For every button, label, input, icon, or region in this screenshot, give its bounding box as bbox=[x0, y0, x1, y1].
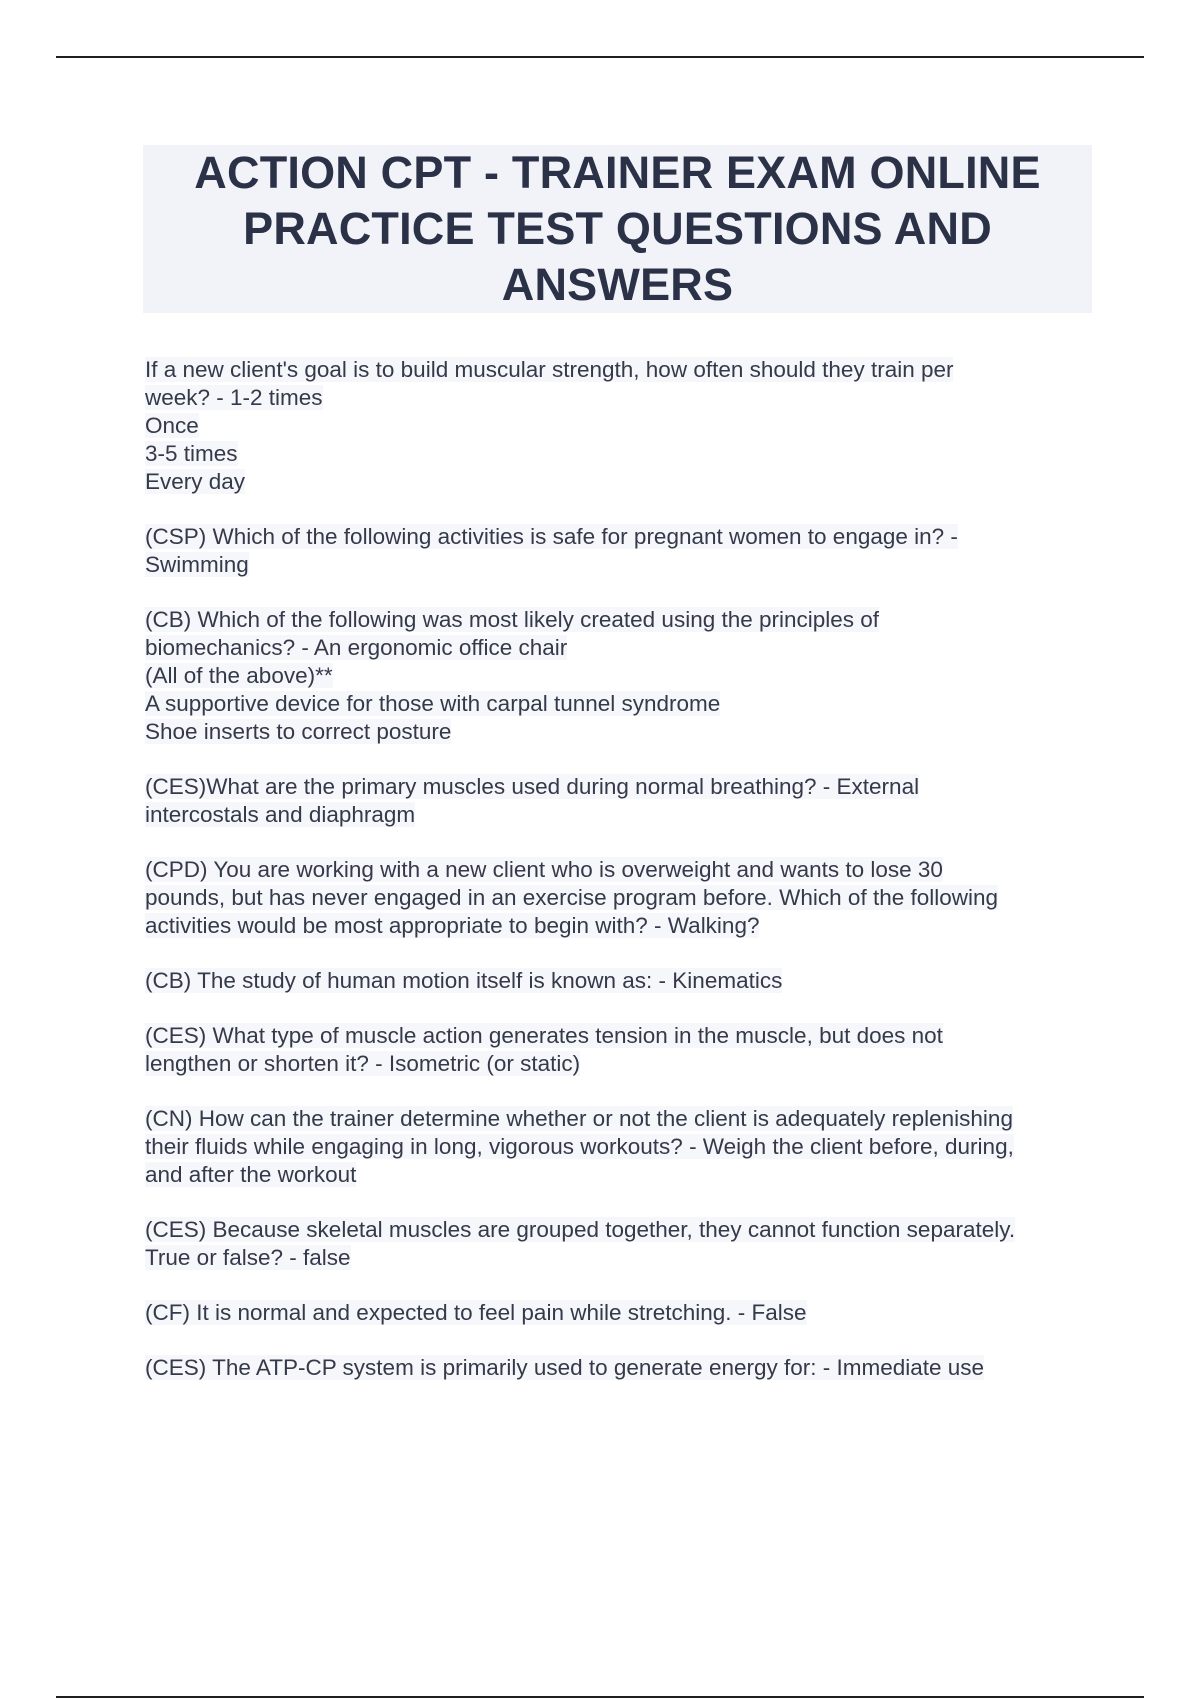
qa-line-text: Every day bbox=[145, 469, 246, 494]
qa-line bbox=[145, 1299, 1095, 1327]
qa-item bbox=[145, 1105, 1095, 1189]
qa-line-text: (CPD) You are working with a new client who is overweight and wants to lose 30 bbox=[145, 857, 943, 882]
qa-line bbox=[145, 356, 1095, 384]
qa-line-text: activities would be most appropriate to begin with? - Walking? bbox=[145, 913, 760, 938]
qa-item bbox=[145, 1216, 1095, 1272]
qa-line bbox=[145, 1244, 1095, 1272]
qa-line-text: True or false? - false bbox=[145, 1245, 351, 1270]
qa-line-text: (CSP) Which of the following activities is safe for pregnant women to engage in? - bbox=[145, 524, 958, 549]
qa-line-text: week? - 1-2 times bbox=[145, 385, 323, 410]
qa-line-text: and after the workout bbox=[145, 1162, 357, 1187]
qa-line bbox=[145, 384, 1095, 412]
qa-item bbox=[145, 606, 1095, 746]
qa-line bbox=[145, 634, 1095, 662]
qa-item bbox=[145, 1299, 1095, 1327]
qa-line bbox=[145, 718, 1095, 746]
qa-line-text: (CF) It is normal and expected to feel pain while stretching. - False bbox=[145, 1300, 807, 1325]
qa-line bbox=[145, 412, 1095, 440]
qa-line bbox=[145, 1022, 1095, 1050]
qa-line-text: A supportive device for those with carpal tunnel syndrome bbox=[145, 691, 721, 716]
qa-line-text: (CES)What are the primary muscles used during normal breathing? - External bbox=[145, 774, 920, 799]
qa-line bbox=[145, 912, 1095, 940]
qa-line-text: pounds, but has never engaged in an exercise program before. Which of the following bbox=[145, 885, 999, 910]
qa-line-text: Swimming bbox=[145, 552, 249, 577]
qa-line bbox=[145, 551, 1095, 579]
qa-line-text: intercostals and diaphragm bbox=[145, 802, 416, 827]
qa-line bbox=[145, 773, 1095, 801]
qa-line bbox=[145, 1216, 1095, 1244]
qa-line bbox=[145, 801, 1095, 829]
qa-line bbox=[145, 1105, 1095, 1133]
qa-line-text: their fluids while engaging in long, vigorous workouts? - Weigh the client before, during, bbox=[145, 1134, 1014, 1159]
qa-item bbox=[145, 1022, 1095, 1078]
qa-item bbox=[145, 1354, 1095, 1382]
qa-line-text: (All of the above)** bbox=[145, 663, 333, 688]
qa-line bbox=[145, 856, 1095, 884]
question-answer-list bbox=[145, 356, 1095, 1409]
qa-line-text: (CES) The ATP-CP system is primarily used to generate energy for: - Immediate use bbox=[145, 1355, 985, 1380]
qa-item bbox=[145, 967, 1095, 995]
qa-line bbox=[145, 1354, 1095, 1382]
qa-line-text: Shoe inserts to correct posture bbox=[145, 719, 452, 744]
qa-line-text: Once bbox=[145, 413, 199, 438]
qa-item bbox=[145, 773, 1095, 829]
qa-line bbox=[145, 1050, 1095, 1078]
qa-line-text: (CES) Because skeletal muscles are grouped together, they cannot function separately. bbox=[145, 1217, 1016, 1242]
qa-line-text: 3-5 times bbox=[145, 441, 238, 466]
qa-line bbox=[145, 662, 1095, 690]
top-rule bbox=[56, 56, 1144, 58]
qa-line bbox=[145, 1161, 1095, 1189]
qa-line-text: biomechanics? - An ergonomic office chair bbox=[145, 635, 568, 660]
title-banner bbox=[143, 145, 1092, 313]
qa-line-text: (CES) What type of muscle action generates tension in the muscle, but does not bbox=[145, 1023, 943, 1048]
qa-line bbox=[145, 468, 1095, 496]
document-title bbox=[194, 145, 1040, 313]
qa-line-text: lengthen or shorten it? - Isometric (or static) bbox=[145, 1051, 581, 1076]
qa-line-text: (CN) How can the trainer determine whether or not the client is adequately replenishing bbox=[145, 1106, 1013, 1131]
qa-line bbox=[145, 606, 1095, 634]
qa-line bbox=[145, 690, 1095, 718]
bottom-rule bbox=[56, 1696, 1144, 1698]
qa-line bbox=[145, 523, 1095, 551]
qa-line bbox=[145, 967, 1095, 995]
title-line: ANSWERS bbox=[501, 259, 734, 310]
qa-line-text: (CB) The study of human motion itself is known as: - Kinematics bbox=[145, 968, 783, 993]
qa-item bbox=[145, 356, 1095, 496]
title-line: PRACTICE TEST QUESTIONS AND bbox=[243, 203, 992, 254]
qa-item bbox=[145, 856, 1095, 940]
qa-line bbox=[145, 884, 1095, 912]
qa-line-text: (CB) Which of the following was most likely created using the principles of bbox=[145, 607, 880, 632]
qa-line bbox=[145, 440, 1095, 468]
qa-line-text: If a new client's goal is to build muscular strength, how often should they train per bbox=[145, 357, 954, 382]
qa-item bbox=[145, 523, 1095, 579]
title-line: ACTION CPT - TRAINER EXAM ONLINE bbox=[194, 147, 1041, 198]
qa-line bbox=[145, 1133, 1095, 1161]
